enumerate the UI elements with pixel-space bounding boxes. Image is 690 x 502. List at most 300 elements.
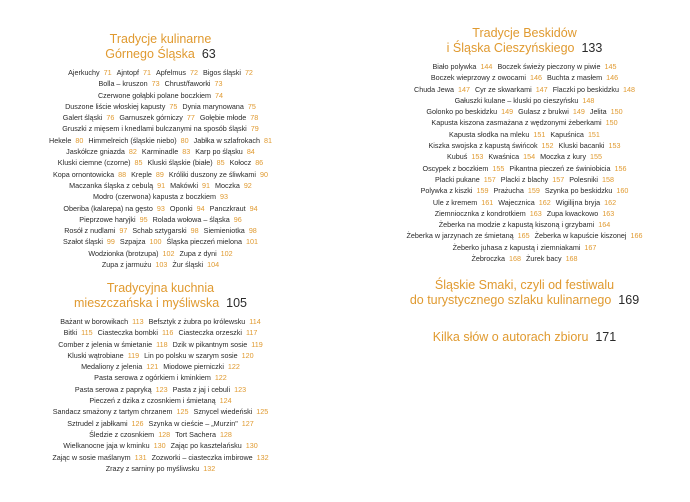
recipe-page-number: 102	[220, 248, 233, 258]
recipe-entry	[203, 68, 253, 77]
recipe-name: Oscypek z boczkiem	[422, 163, 489, 173]
recipe-entry	[67, 351, 139, 360]
recipe-name: Dynia marynowana	[182, 101, 244, 111]
recipe-name: Wielkanocne jaja w kminku	[63, 441, 150, 451]
recipe-line	[382, 163, 667, 174]
recipe-name: Zozworki – ciasteczka imbirowe	[151, 452, 253, 462]
recipe-entry	[49, 136, 83, 145]
recipe-entry	[98, 328, 174, 337]
recipe-name: Ajerkuchy	[68, 68, 100, 77]
recipe-line	[18, 372, 303, 383]
recipe-name: Kołocz	[229, 158, 252, 168]
recipe-page-number: 91	[157, 180, 166, 190]
recipe-entry	[173, 385, 247, 394]
recipe-entry	[421, 186, 489, 195]
recipe-page-number: 122	[227, 362, 240, 372]
recipe-entry	[182, 102, 256, 111]
recipe-name: Ziemniocznka z kondrotkiem	[434, 208, 526, 218]
recipe-page-number: 161	[481, 197, 494, 207]
recipe-page-number: 85	[134, 158, 143, 168]
recipe-page-number: 82	[128, 147, 137, 157]
recipe-line	[18, 384, 303, 395]
recipe-line	[18, 327, 303, 338]
recipe-page-number: 90	[260, 169, 268, 179]
recipe-entry	[167, 237, 259, 246]
recipe-page-number: 97	[119, 226, 128, 236]
recipe-page-number: 159	[527, 186, 540, 196]
toc-section	[382, 26, 667, 264]
recipe-entry	[63, 237, 115, 246]
recipe-line	[18, 112, 303, 123]
recipe-name: Kubuś	[446, 152, 468, 162]
recipe-line	[382, 129, 667, 140]
recipe-page-number: 165	[517, 231, 530, 241]
toc-left-page	[18, 32, 303, 473]
recipe-name: Kopa ornontowicka	[53, 169, 115, 179]
recipe-name: Karminadle	[141, 147, 179, 157]
recipe-page-number: 119	[127, 350, 140, 360]
recipe-entry	[426, 107, 513, 116]
recipe-list	[18, 67, 303, 270]
recipe-page-number: 130	[153, 441, 166, 451]
recipe-page-number: 86	[255, 158, 264, 168]
recipe-name: Kluski wątrobiane	[67, 350, 124, 360]
recipe-entry	[433, 198, 493, 207]
recipe-name: Szałot śląski	[62, 237, 103, 247]
section-title-line: Górnego Śląska	[105, 47, 195, 61]
recipe-name: Kluski śląskie (białe)	[147, 158, 213, 168]
recipe-name: Ciasteczka orzeszki	[178, 328, 242, 338]
section-title-line: i Śląska Cieszyńskiego	[446, 41, 575, 55]
recipe-entry	[431, 73, 542, 82]
recipe-list	[18, 316, 303, 474]
recipe-entry	[501, 175, 565, 184]
recipe-name: Polesniki	[569, 174, 599, 184]
recipe-page-number: 100	[149, 237, 162, 247]
recipe-entry	[171, 441, 258, 450]
recipe-name: Pieczeń z dzika z czosnkiem i śmietaną	[89, 396, 216, 406]
recipe-name: Pasta z jaj i cebuli	[172, 384, 231, 394]
recipe-entry	[173, 340, 263, 349]
toc-section	[382, 278, 667, 313]
recipe-page-number: 147	[457, 84, 470, 94]
recipe-name: Żebroczka	[471, 254, 505, 264]
recipe-name: Himmelreich (śląskie niebo)	[88, 135, 177, 145]
recipe-name: Gałuszki kulane – kluski po cieszyńsku	[454, 95, 579, 105]
recipe-name: Oberiba (kalarepa) na gęsto	[63, 203, 153, 213]
recipe-page-number: 151	[587, 129, 600, 139]
recipe-page-number: 120	[241, 350, 254, 360]
recipe-name: Zupa kwackowo	[546, 208, 599, 218]
recipe-entry	[88, 249, 174, 258]
recipe-page-number: 123	[234, 384, 247, 394]
recipe-name: Sztrudel z jabłkami	[67, 418, 128, 428]
recipe-entry	[89, 396, 231, 405]
recipe-page-number: 84	[246, 147, 255, 157]
recipe-page-number: 95	[139, 214, 148, 224]
recipe-entry	[75, 385, 168, 394]
recipe-name: Zrazy z sarniny po myśliwsku	[105, 463, 200, 473]
recipe-entry	[195, 147, 255, 156]
recipe-page-number: 168	[565, 254, 578, 264]
recipe-name: Lin po polsku w szarym sosie	[144, 350, 238, 360]
recipe-page-number: 83	[182, 147, 191, 157]
recipe-line	[382, 208, 667, 219]
recipe-entry	[170, 204, 205, 213]
recipe-entry	[194, 136, 272, 145]
recipe-name: Gołębie młode	[199, 113, 247, 123]
recipe-entry	[142, 147, 190, 156]
recipe-name: Befsztyk z żubra po królewsku	[148, 317, 246, 326]
recipe-entry	[471, 254, 521, 263]
recipe-entry	[98, 91, 223, 100]
recipe-entry	[545, 186, 629, 195]
recipe-line	[18, 67, 303, 78]
recipe-page-number: 162	[538, 197, 551, 207]
recipe-name: Hekele	[49, 135, 72, 145]
recipe-page-number: 168	[509, 254, 521, 264]
recipe-name: Medaliony z jelenia	[81, 362, 143, 372]
recipe-page-number: 167	[584, 242, 597, 252]
recipe-name: Wodzionka (brotzupa)	[88, 248, 159, 258]
recipe-page-number: 148	[623, 84, 635, 94]
recipe-name: Karp po śląsku	[195, 147, 243, 157]
recipe-line	[18, 259, 303, 270]
recipe-entry	[439, 220, 610, 229]
recipe-name: Żur śląski	[172, 260, 204, 270]
section-title-line: Śląskie Smaki, czyli od festiwalu	[434, 278, 615, 292]
recipe-page-number: 91	[202, 180, 211, 190]
recipe-name: Żurek bacy	[526, 254, 562, 264]
section-title	[382, 330, 667, 345]
recipe-name: Tort Sachera	[175, 429, 216, 439]
recipe-line	[382, 61, 667, 72]
recipe-page-number: 71	[143, 68, 152, 77]
recipe-entry	[210, 204, 258, 213]
recipe-line	[18, 180, 303, 191]
recipe-line	[18, 90, 303, 101]
recipe-name: Rolada wołowa – śląska	[152, 214, 230, 224]
recipe-page-number: 163	[529, 208, 542, 218]
recipe-name: Szynka po beskidzku	[544, 186, 613, 196]
recipe-name: Zupa z dyni	[179, 248, 217, 258]
recipe-entry	[509, 164, 626, 173]
recipe-page-number: 149	[572, 107, 585, 117]
recipe-entry	[144, 351, 253, 360]
recipe-name: Gruszki z mięsem i knedlami bulczanymi na sposób śląski	[62, 124, 247, 134]
recipe-page-number: 98	[248, 226, 257, 236]
recipe-entry	[88, 136, 188, 145]
recipe-page-number: 78	[250, 113, 259, 123]
recipe-entry	[556, 198, 616, 207]
recipe-name: Makówki	[170, 180, 199, 190]
recipe-line	[18, 406, 303, 417]
section-title-line: do turystycznego szlaku kulinarnego	[409, 293, 612, 307]
recipe-name: Kapusta kiszona zasmażana z wędzonymi żeberkami	[431, 118, 602, 128]
recipe-page-number: 94	[249, 203, 258, 213]
section-page-number: 171	[595, 330, 617, 344]
recipe-entry	[488, 152, 535, 161]
recipe-name: Kapusta słodka na mleku	[449, 129, 530, 139]
toc-section	[18, 32, 303, 270]
recipe-entry	[132, 226, 198, 235]
recipe-name: Pasta serowa z papryką	[74, 384, 152, 394]
recipe-page-number: 158	[602, 174, 615, 184]
recipe-entry	[62, 124, 259, 133]
recipe-page-number: 104	[207, 260, 220, 270]
recipe-line	[382, 197, 667, 208]
recipe-name: Garnuszek górniczy	[119, 113, 183, 123]
recipe-page-number: 155	[492, 163, 505, 173]
section-title-line: Tradycje kulinarne	[109, 32, 212, 46]
recipe-name: Miodowe pierniczki	[163, 362, 224, 372]
recipe-entry	[149, 419, 254, 428]
recipe-entry	[58, 340, 167, 349]
recipe-name: Cyr ze skwarkami	[474, 84, 532, 94]
recipe-entry	[106, 464, 215, 473]
recipe-entry	[163, 362, 240, 371]
recipe-name: Modro (czerwona) kapusta z boczkiem	[92, 192, 217, 202]
recipe-entry	[68, 68, 112, 77]
recipe-page-number: 79	[250, 124, 259, 134]
recipe-entry	[66, 147, 137, 156]
recipe-name: Śledzie z czosnkiem	[89, 429, 155, 439]
recipe-line	[18, 135, 303, 146]
recipe-page-number: 92	[243, 180, 252, 190]
recipe-page-number: 157	[552, 174, 565, 184]
recipe-name: Chuda Jewa	[414, 84, 454, 94]
recipe-name: Sandacz smażony z tartym chrzanem	[52, 407, 173, 417]
recipe-page-number: 132	[256, 452, 269, 462]
recipe-name: Ajntopf	[116, 68, 140, 77]
recipe-page-number: 127	[241, 418, 254, 428]
section-title	[18, 281, 303, 311]
recipe-name: Flaczki po beskidzku	[552, 84, 619, 94]
recipe-name: Moczka z kury	[540, 152, 587, 162]
recipe-name: Wigilijna bryja	[555, 197, 601, 207]
recipe-name: Żeberka w kapuście kiszonej	[534, 231, 627, 241]
recipe-line	[18, 361, 303, 372]
recipe-entry	[428, 141, 553, 150]
recipe-entry	[204, 226, 257, 235]
recipe-entry	[98, 79, 159, 88]
recipe-page-number: 71	[103, 68, 112, 77]
recipe-page-number: 154	[523, 152, 536, 162]
recipe-name: Kreple	[131, 169, 152, 179]
recipe-entry	[414, 85, 470, 94]
recipe-name: Ciasteczka bombki	[97, 328, 158, 338]
recipe-page-number: 94	[196, 203, 205, 213]
recipe-page-number: 85	[216, 158, 225, 168]
recipe-entry	[407, 231, 530, 240]
recipe-line	[18, 123, 303, 134]
recipe-line	[382, 242, 667, 253]
recipe-page-number: 146	[606, 73, 619, 83]
recipe-name: Żeberka na modzie z kapustą kiszoną i grzybami	[438, 220, 595, 230]
recipe-line	[382, 117, 667, 128]
recipe-entry	[67, 419, 143, 428]
recipe-line	[18, 101, 303, 112]
recipe-entry	[423, 164, 505, 173]
recipe-line	[382, 95, 667, 106]
recipe-entry	[455, 96, 595, 105]
recipe-line	[18, 248, 303, 259]
recipe-line	[18, 236, 303, 247]
recipe-name: Schab sztygarski	[132, 226, 187, 236]
recipe-page-number: 72	[244, 68, 253, 77]
recipe-page-number: 101	[246, 237, 259, 247]
recipe-line	[18, 452, 303, 463]
recipe-entry	[63, 113, 115, 122]
recipe-page-number: 155	[590, 152, 603, 162]
recipe-name: Zając w sosie maślanym	[52, 452, 131, 462]
recipe-entry	[432, 62, 492, 71]
recipe-entry	[547, 73, 618, 82]
recipe-name: Siemieniotka	[203, 226, 245, 236]
recipe-entry	[535, 231, 643, 240]
recipe-page-number: 130	[245, 441, 258, 451]
toc-section	[18, 281, 303, 474]
recipe-page-number: 153	[608, 141, 621, 151]
recipe-entry	[152, 453, 269, 462]
recipe-name: Polywka z kiszki	[420, 186, 473, 196]
recipe-page-number: 150	[605, 118, 618, 128]
recipe-line	[18, 429, 303, 440]
recipe-entry	[131, 170, 164, 179]
recipe-page-number: 145	[604, 62, 617, 71]
recipe-line	[18, 169, 303, 180]
recipe-entry	[475, 85, 548, 94]
recipe-entry	[63, 441, 165, 450]
recipe-page-number: 73	[151, 79, 160, 89]
recipe-page-number: 147	[535, 84, 548, 94]
recipe-entry	[53, 407, 189, 416]
recipe-name: Żeberka w jarzynach ze śmietaną	[406, 231, 514, 241]
section-page-number: 169	[618, 293, 640, 307]
recipe-line	[18, 463, 303, 474]
recipe-entry	[431, 118, 617, 127]
recipe-name: Boczek wieprzowy z owocami	[430, 73, 526, 83]
recipe-line	[382, 72, 667, 83]
recipe-name: Pasta serowa z ogórkiem i kminkiem	[94, 373, 211, 383]
recipe-entry	[435, 209, 542, 218]
recipe-entry	[93, 192, 228, 201]
recipe-page-number: 164	[598, 220, 611, 230]
recipe-entry	[53, 170, 126, 179]
recipe-entry	[547, 209, 615, 218]
recipe-page-number: 163	[602, 208, 615, 218]
recipe-line	[18, 214, 303, 225]
recipe-name: Śląska pieczeń mielona	[166, 237, 243, 247]
section-title-line: Tradycje Beskidów	[472, 26, 577, 40]
recipe-line	[382, 84, 667, 95]
recipe-line	[18, 78, 303, 89]
recipe-page-number: 144	[480, 62, 493, 71]
recipe-name: Duszone liście włoskiej kapusty	[65, 101, 166, 111]
recipe-page-number: 74	[215, 90, 224, 100]
section-title	[382, 278, 667, 308]
recipe-page-number: 88	[118, 169, 127, 179]
recipe-entry	[569, 175, 614, 184]
recipe-entry	[148, 158, 225, 167]
recipe-line	[382, 219, 667, 230]
recipe-name: Biało polywka	[432, 62, 477, 71]
recipe-page-number: 132	[203, 463, 216, 473]
recipe-page-number: 149	[501, 107, 514, 117]
recipe-line	[18, 440, 303, 451]
recipe-page-number: 96	[233, 214, 242, 224]
recipe-entry	[447, 152, 483, 161]
recipe-page-number: 160	[616, 186, 629, 196]
recipe-name: Dzik w pikantnym sosie	[172, 339, 248, 349]
recipe-entry	[156, 68, 198, 77]
recipe-name: Króliki duszony ze śliwkami	[168, 169, 256, 179]
recipe-name: Rosół z nudlami	[64, 226, 116, 236]
recipe-entry	[60, 317, 143, 326]
recipe-entry	[153, 215, 242, 224]
recipe-page-number: 103	[155, 260, 168, 270]
recipe-page-number: 76	[106, 113, 115, 123]
recipe-page-number: 152	[541, 141, 554, 151]
recipe-entry	[435, 175, 496, 184]
recipe-page-number: 102	[162, 248, 175, 258]
recipe-page-number: 118	[156, 339, 168, 349]
section-title-line: Tradycyjna kuchnia	[106, 281, 215, 295]
recipe-page-number: 122	[214, 373, 227, 383]
recipe-entry	[94, 373, 227, 382]
recipe-entry	[178, 328, 257, 337]
recipe-name: Boczek świeży pieczony w piwie	[497, 62, 601, 71]
recipe-page-number: 148	[582, 95, 595, 105]
recipe-entry	[117, 68, 151, 77]
recipe-name: Golonko po beskidzku	[426, 107, 498, 117]
recipe-page-number: 116	[161, 328, 174, 338]
recipe-name: Galert śląski	[62, 113, 103, 123]
recipe-entry	[553, 85, 635, 94]
recipe-name: Comber z jelenia w śmietanie	[58, 339, 153, 349]
recipe-entry	[64, 328, 93, 337]
recipe-name: Prażucha	[493, 186, 524, 196]
recipe-name: Bigos śląski	[202, 68, 241, 77]
recipe-entry	[497, 62, 616, 71]
recipe-name: Zupa z jarmużu	[101, 260, 152, 270]
recipe-entry	[69, 181, 165, 190]
recipe-page-number: 73	[214, 79, 223, 89]
recipe-page-number: 124	[219, 396, 232, 406]
recipe-entry	[170, 181, 210, 190]
recipe-page-number: 98	[190, 226, 199, 236]
recipe-page-number: 151	[533, 129, 546, 139]
toc-right-page	[382, 26, 667, 344]
recipe-entry	[102, 260, 168, 269]
recipe-name: Pieprzowe haryjki	[79, 214, 136, 224]
recipe-entry	[79, 215, 147, 224]
recipe-name: Kwaśnica	[488, 152, 520, 162]
recipe-page-number: 123	[155, 384, 168, 394]
recipe-line	[18, 203, 303, 214]
recipe-entry	[65, 102, 177, 111]
recipe-entry	[169, 170, 268, 179]
section-page-number: 133	[581, 41, 603, 55]
recipe-page-number: 75	[247, 101, 256, 111]
recipe-entry	[526, 254, 578, 263]
recipe-line	[18, 157, 303, 168]
recipe-line	[18, 225, 303, 236]
section-title-line: Kilka słów o autorach zbioru	[432, 330, 589, 344]
recipe-name: Kiszka swojska z kapustą świńcok	[428, 141, 538, 151]
recipe-entry	[52, 453, 146, 462]
recipe-page-number: 93	[220, 192, 229, 202]
